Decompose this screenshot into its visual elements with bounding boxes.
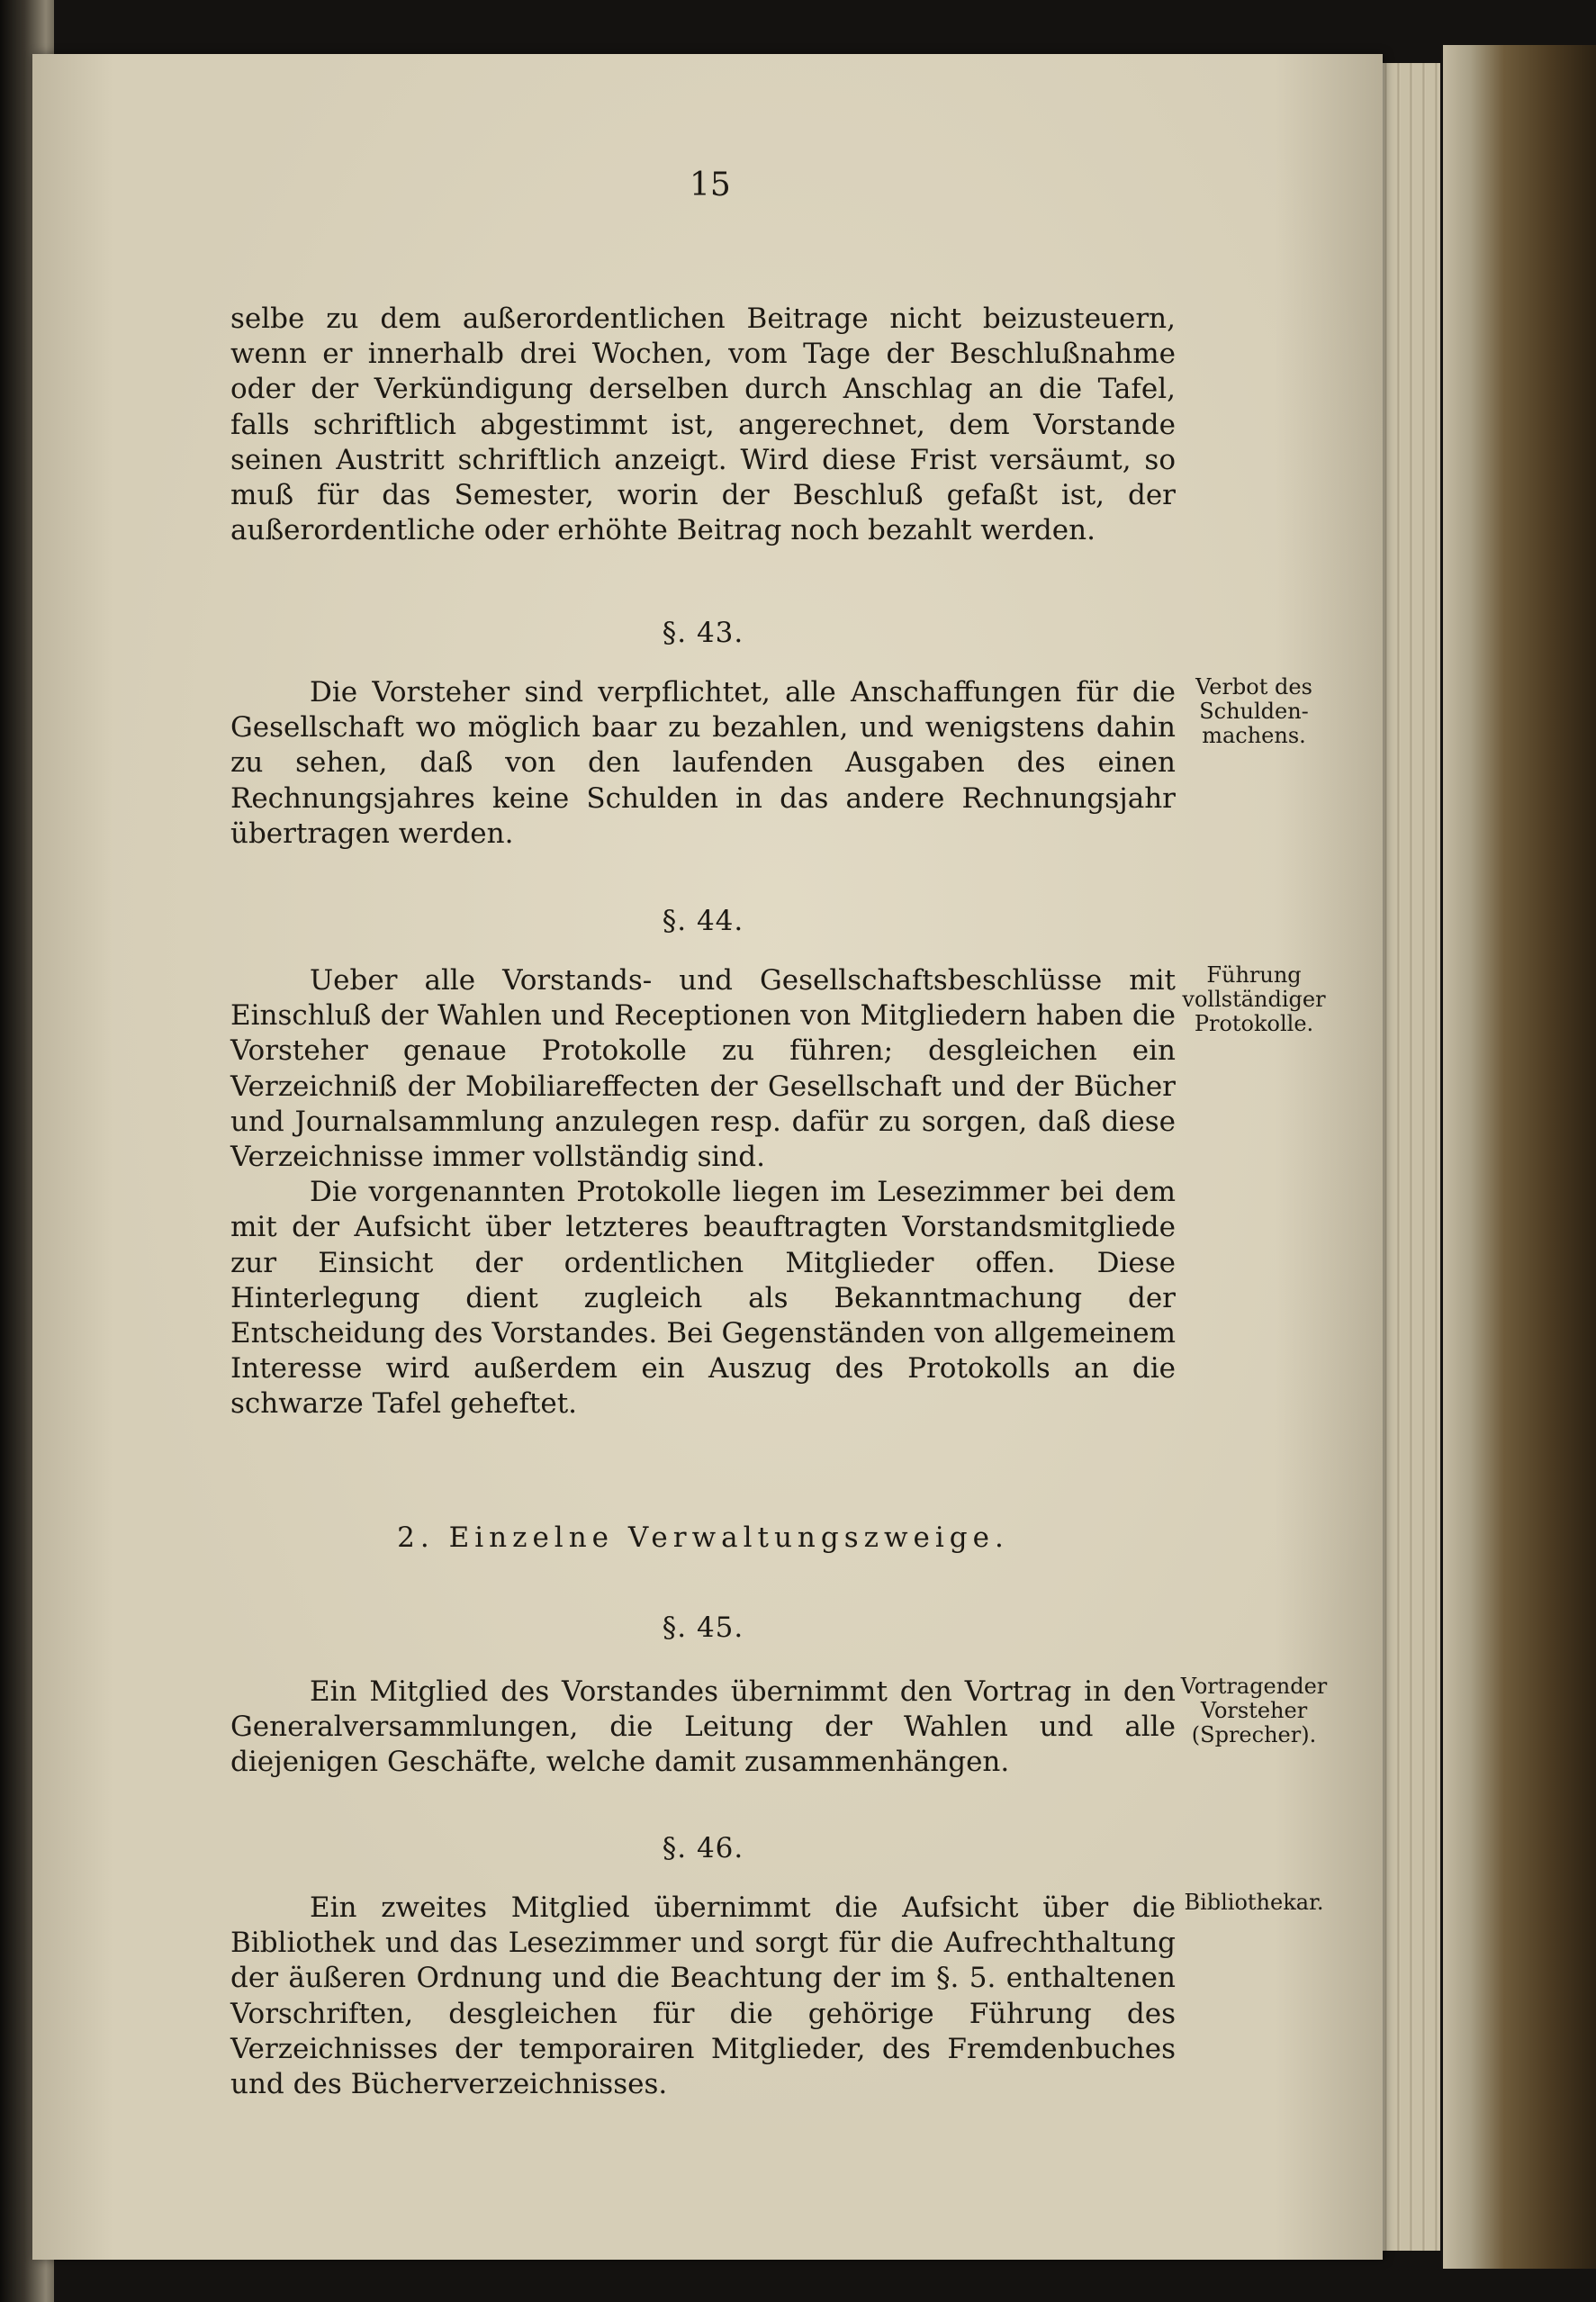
margin-note-43: Verbot des Schulden-machens. [1195, 674, 1312, 748]
section-44-body [230, 963, 1176, 1422]
section-43-body [230, 675, 1176, 852]
chapter-subtitle: 2. Einzelne Verwaltungszweige. [397, 1521, 1009, 1554]
section-43-paragraph: Die Vorsteher sind verpflichtet, alle Anschaffungen für die Gesellschaft wo möglich baar zu bezahlen, und wenigstens dahin zu sehen, daß von den laufenden Ausgaben des einen Rechnungsjahres keine Schulden in das andere Rechnungsjahr übertragen werden. [230, 676, 1176, 850]
section-43-title: §. 43. [662, 617, 744, 649]
page-number: 15 [690, 167, 731, 203]
section-44-title: §. 44. [662, 905, 744, 937]
section-45-body [230, 1675, 1176, 1781]
section-46-paragraph: Ein zweites Mitglied übernimmt die Aufsicht über die Bibliothek und das Lesezimmer und sorgt für die Aufrechthaltung der äußeren Ordnung und die Beachtung der im §. 5. enthaltenen Vorschriften, desgleichen für die gehörige Führung des Verzeichnisses der temporairen Mitglieder, des Fremdenbuches und des Bücherverzeichnisses. [230, 1891, 1176, 2101]
margin-note-46: Bibliothekar. [1184, 1890, 1324, 1915]
section-45-title: §. 45. [662, 1611, 744, 1644]
paragraph-text: selbe zu dem außerordentlichen Beitrage nicht beizusteuern, wenn er innerhalb drei Wochen, vom Tage der Beschlußnahme oder der Verkündigung derselben durch Anschlag an die Tafel, falls schriftlich abgestimmt ist, angerechnet, dem Vorstande seinen Austritt schriftlich anzeigt. Wird diese Frist versäumt, so muß für das Semester, worin der Beschluß gefaßt ist, der außerordentliche oder erhöhte Beitrag noch bezahlt werden. [230, 302, 1176, 547]
section-46-title: §. 46. [662, 1832, 744, 1864]
paragraph-continued [230, 302, 1176, 548]
book-cover-edge [1443, 45, 1596, 2269]
book-page [32, 54, 1383, 2260]
section-46-body [230, 1891, 1176, 2102]
section-45-paragraph: Ein Mitglied des Vorstandes übernimmt den Vortrag in den Generalversammlungen, die Leitung der Wahlen und alle diejenigen Geschäfte, welche damit zusammenhängen. [230, 1675, 1176, 1779]
margin-note-45: Vortragender Vorsteher (Sprecher). [1180, 1674, 1328, 1747]
section-44-paragraph-2: Die vorgenannten Protokolle liegen im Lesezimmer bei dem mit der Aufsicht über letzteres beauftragten Vorstandsmitgliede zur Einsicht der ordentlichen Mitglieder offen. Diese Hinterlegung dient zugleich als Bekanntmachung der Entscheidung des Vorstandes. Bei Gegenständen von allgemeinem Interesse wird außerdem ein Auszug des Protokolls an die schwarze Tafel geheftet. [230, 1176, 1176, 1421]
section-44-paragraph-1: Ueber alle Vorstands- und Gesellschaftsbeschlüsse mit Einschluß der Wahlen und Receptionen von Mitgliedern haben die Vorsteher genaue Protokolle zu führen; desgleichen ein Verzeichniß der Mobiliareffecten der Gesellschaft und der Bücher und Journalsammlung anzulegen resp. dafür zu sorgen, daß diese Verzeichnisse immer vollständig sind. [230, 964, 1176, 1174]
margin-note-44: Führung vollständiger Protokolle. [1182, 962, 1326, 1036]
